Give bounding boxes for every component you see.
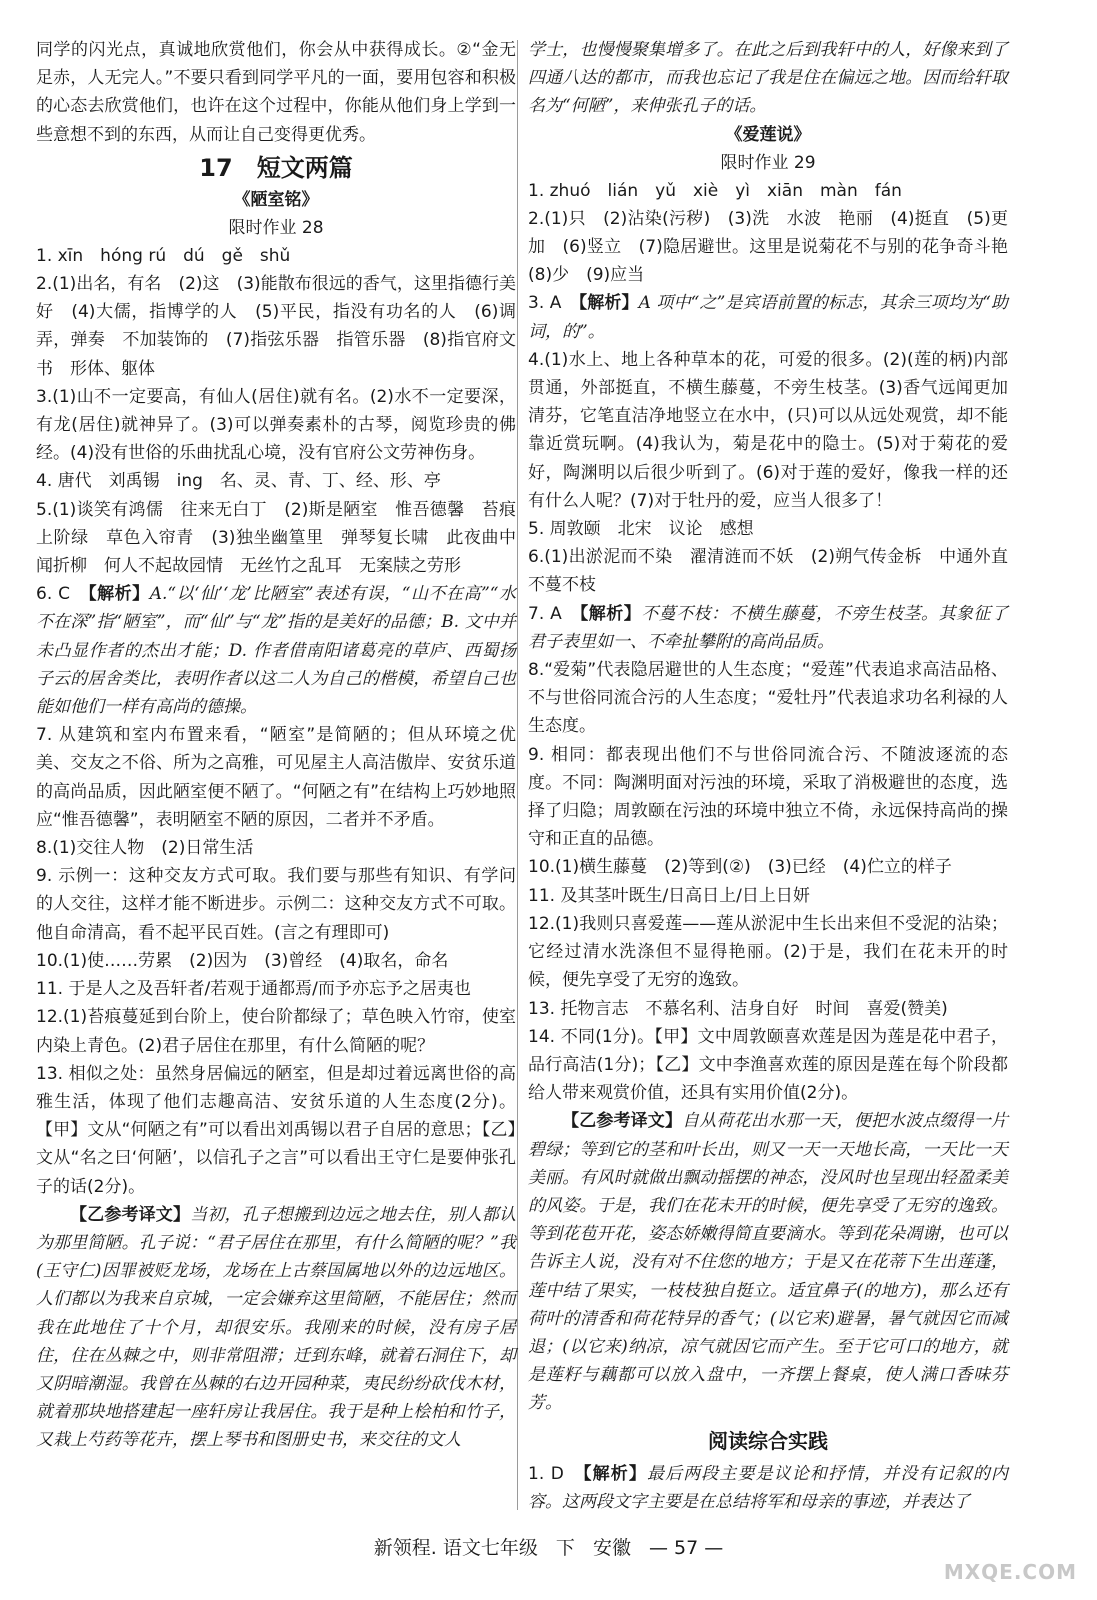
translation-tag: 【乙参考译文】 (70, 1204, 191, 1225)
answer-item: 3.(1)山不一定要高，有仙人(居住)就有名。(2)水不一定要深，有龙(居住)就神异了。(3)可以弹奏素朴的古琴，阅览珍贵的佛经。(4)没有世俗的乐曲扰乱心境，没有官府公文劳神伤身。 (36, 386, 516, 464)
analysis-text: A 项中“之”是宾语前置的标志，其余三项均为“助词，的”。 (528, 293, 1008, 342)
answer-item: 8.“爱菊”代表隐居避世的人生态度；“爱莲”代表追求高洁品格、不与世俗同流合污的人生态度；“爱牡丹”代表追求功名利禄的人生态度。 (528, 660, 1008, 737)
homework-label-28: 限时作业 28 (228, 217, 324, 238)
translation-continued: 学士，也慢慢聚集增多了。在此之后到我轩中的人，好像来到了四通八达的都市，而我也忘记了我是住在偏远之地。因而给轩取名为“何陋”，来伸张孔子的话。 (528, 40, 1008, 117)
homework-label-29: 限时作业 29 (720, 152, 816, 173)
intro-paragraph: 同学的闪光点，真诚地欣赏他们，你会从中获得成长。②“金无足赤，人无完人。”不要只看到同学平凡的一面，要用包容和积极的心态去欣赏他们，也许在这个过程中，你能从他们身上学到一些意想不到的东西，从而让自己变得更优秀。 (36, 40, 516, 145)
watermark: MXQE.COM (943, 1560, 1077, 1584)
answer-item: 1. xīn hóng rú dú gě shǔ (36, 245, 291, 266)
answer-item-6 (36, 580, 516, 721)
answer-item: 5. 周敦颐 北宋 议论 感想 (528, 519, 754, 540)
answer-number: 7. A (528, 603, 580, 624)
answer-item: 7. 从建筑和室内布置来看，“陋室”是简陋的；但从环境之优美、交友之不俗、所为之高雅，可见屋主人高洁傲岸、安贫乐道的高尚品质，因此陋室便不陋了。“何陋之有”在结构上巧妙地照应“惟吾德馨”，表明陋室不陋的原因，二者并不矛盾。 (36, 725, 516, 830)
analysis-tag: 【解析】 (578, 293, 639, 314)
page-footer (0, 1533, 1097, 1560)
answer-item: 4. 唐代 刘禹锡 ing 名、灵、青、丁、经、形、亭 (36, 471, 441, 492)
translation-text: 自从荷花出水那一天，便把水波点缀得一片碧绿；等到它的茎和叶长出，则又一天一天地长高，一天比一天美丽。有风时就做出飘动摇摆的神态，没风时也呈现出轻盈柔美的风姿。于是，我们在花未开的时候，便先享受了无穷的逸致。等到花苞开花，姿态娇嫩得简直要滴水。等到花朵凋谢，也可以告诉主人说，没有对不住您的地方；于是又在花蒂下生出莲蓬，莲中结了果实，一枝枝独自挺立。适宜鼻子(的地方)，那么还有荷叶的清香和荷花特异的香气；(以它来)避暑，暑气就因它而减退；(以它来)纳凉，凉气就因它而产生。至于它可口的地方，就是莲籽与藕都可以放入盘中，一齐摆上餐桌，使人满口香味芬芳。 (528, 1111, 1009, 1414)
analysis-tag: 【解析】 (579, 603, 642, 624)
answer-item: 12.(1)苔痕蔓延到台阶上，使台阶都绿了；草色映入竹帘，使室内染上青色。(2)君子居住在那里，有什么简陋的呢？ (36, 1007, 516, 1056)
right-column (528, 36, 1025, 1516)
book-title: 新领程. 语文七年级 (373, 1537, 538, 1559)
answer-item: 5.(1)谈笑有鸿儒 往来无白丁 (2)斯是陋室 惟吾德馨 苔痕上阶绿 草色入帘青 (3)独坐幽篁里 弹琴复长啸 此夜曲中闻折柳 何人不起故园情 无丝竹之乱耳 无案牍之劳形 (36, 499, 516, 577)
answer-item: 10.(1)使……劳累 (2)因为 (3)曾经 (4)取名，命名 (36, 950, 449, 971)
answer-number: 1. D (528, 1463, 584, 1484)
answer-item: 11. 及其茎叶既生/日高日上/日上日妍 (528, 885, 810, 906)
translation-paragraph (528, 1107, 1008, 1417)
answer-item-1 (528, 1460, 1008, 1516)
answer-item: 2.(1)出名，有名 (2)这 (3)能散布很远的香气，这里指德行美好 (4)大儒，指博学的人 (5)平民，指没有功名的人 (6)调弄，弹奏 不加装饰的 (7)指弦乐器 指管乐器 (8)指官府文书 形体、躯体 (36, 274, 516, 379)
answer-item: 13. 相似之处：虽然身居偏远的陋室，但是却过着远离世俗的高雅生活，体现了他们志趣高洁、安贫乐道的人生态度(2分)。【甲】文从“何陋之有”可以看出刘禹锡以君子自居的意思；【乙】文从“名之曰‘何陋’，以信孔子之言”可以看出王守仁是要伸张孔子的话(2分)。 (36, 1063, 516, 1197)
page-number: — 57 — (649, 1537, 724, 1559)
analysis-tag: 【解析】 (88, 584, 150, 605)
translation-paragraph (36, 1201, 516, 1455)
answer-item: 9. 示例一：这种交友方式可取。我们要与那些有知识、有学问的人交往，这样才能不断进步。示例二：这种交友方式不可取。他自命清高，看不起平民百姓。(言之有理即可) (36, 866, 516, 943)
analysis-text: A.“以‘仙’‘龙’比陋室”表述有误，“山不在高”“水不在深”指“陋室”，而“仙”与“龙”指的是美好的品德；B. 文中并未凸显作者的杰出才能；D. 作者借南阳诸葛亮的草庐、西蜀扬子云的居舍类比，表明作者以这二人为自己的楷模，希望自己也能如他们一样有高尚的德操。 (36, 584, 517, 718)
answer-item-7 (528, 600, 1008, 656)
answer-item: 10.(1)横生藤蔓 (2)等到(②) (3)已经 (4)伫立的样子 (528, 857, 952, 878)
answer-item: 6.(1)出淤泥而不染 濯清涟而不妖 (2)朔气传金柝 中通外直 不蔓不枝 (528, 547, 1025, 596)
section-title-loushiming: 《陋室铭》 (233, 189, 319, 210)
volume-label: 下 (555, 1537, 575, 1559)
left-column (36, 36, 516, 1455)
column-divider (517, 40, 518, 1510)
lesson-heading: 17 短文两篇 (199, 153, 353, 182)
answer-item: 13. 托物言志 不慕名利、洁身自好 时间 喜爱(赞美) (528, 998, 948, 1019)
answer-item: 12.(1)我则只喜爱莲——莲从淤泥中生长出来但不受泥的沾染；它经过清水洗涤但不显得艳丽。(2)于是，我们在花未开的时候，便先享受了无穷的逸致。 (528, 913, 1008, 991)
translation-text: 当初，孔子想搬到边远之地去住，别人都认为那里简陋。孔子说：“君子居住在那里，有什么简陋的呢？”我(王守仁)因罪被贬龙场，龙场在上古蔡国属地以外的边远地区。人们都以为我来自京城，一定会嫌弃这里简陋，不能居住；然而我在此地住了十个月，却很安乐。我刚来的时候，没有房子居住，住在丛棘之中，则非常阻滞；迁到东峰，就着石洞住下，却又阴暗潮湿。我曾在丛棘的右边开园种菜，夷民纷纷砍伐木材，就着那块地搭建起一座轩房让我居住。我于是种上桧柏和竹子，又栽上芍药等花卉，摆上琴书和图册史书，来交往的文人 (36, 1204, 517, 1451)
answer-item: 2.(1)只 (2)沾染(污秽) (3)洗 水波 艳丽 (4)挺直 (5)更加 (6)竖立 (7)隐居避世。这里是说菊花不与别的花争奇斗艳 (8)少 (9)应当 (528, 208, 1025, 286)
analysis-tag: 【解析】 (583, 1463, 647, 1484)
region-label: 安徽 (592, 1537, 631, 1559)
answer-item: 8.(1)交往人物 (2)日常生活 (36, 838, 254, 859)
section-title-ailianshuo: 《爱莲说》 (725, 124, 811, 145)
answer-number: 6. C (36, 584, 89, 605)
section-heading-reading-practice: 阅读综合实践 (708, 1428, 828, 1453)
answer-item: 1. zhuó lián yǔ xiè yì xiān màn fán (528, 180, 902, 201)
answer-item-3 (528, 289, 1008, 345)
answer-item: 4.(1)水上、地上各种草本的花，可爱的很多。(2)(莲的柄)内部贯通，外部挺直，不横生藤蔓，不旁生枝茎。(3)香气远闻更加清芬，它笔直洁净地竖立在水中，(只)可以从远处观赏，却不能靠近赏玩啊。(4)我认为，菊是花中的隐士。(5)对于菊花的爱好，陶渊明以后很少听到了。(6)对于莲的爱好，像我一样的还有什么人呢？(7)对于牡丹的爱，应当人很多了！ (528, 349, 1008, 511)
answer-item: 11. 于是人之及吾轩者/若观于通都焉/而予亦忘予之居夷也 (36, 979, 471, 1000)
answer-item: 14. 不同(1分)。【甲】文中周敦颐喜欢莲是因为莲是花中君子，品行高洁(1分)；【乙】文中李渔喜欢莲的原因是莲在每个阶段都给人带来观赏价值，还具有实用价值(2分)。 (528, 1026, 1008, 1104)
answer-item: 9. 相同：都表现出他们不与世俗同流合污、不随波逐流的态度。不同：陶渊明面对污浊的环境，采取了消极避世的态度，选择了归隐；周敦颐在污浊的环境中独立不倚，永远保持高尚的操守和正直的品德。 (528, 744, 1008, 850)
analysis-text: 最后两段主要是议论和抒情，并没有记叙的内容。这两段文字主要是在总结将军和母亲的事迹，并表达了 (528, 1463, 1009, 1512)
translation-tag: 【乙参考译文】 (562, 1111, 683, 1132)
analysis-text: 不蔓不枝：不横生藤蔓，不旁生枝茎。其象征了君子表里如一、不牵扯攀附的高尚品质。 (528, 603, 1009, 652)
answer-number: 3. A (528, 293, 579, 314)
